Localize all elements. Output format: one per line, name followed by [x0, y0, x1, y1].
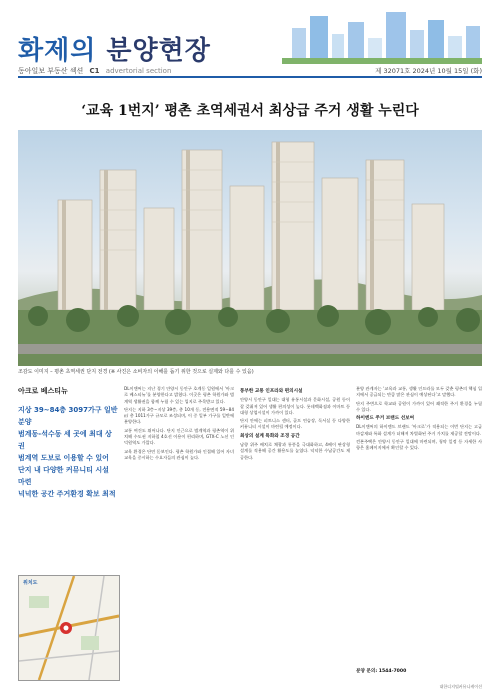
apartment-rendering-image — [18, 130, 482, 366]
city-skyline-graphic — [282, 8, 482, 64]
article-column-1 — [124, 386, 234, 463]
lede-line: 단지 내 다양한 커뮤니티 시설 마련 — [18, 466, 109, 486]
paper-name: 동아일보 부동산 섹션 — [18, 67, 84, 75]
complex-rendering-photo — [18, 130, 482, 366]
section-title-part-b: 분양현장 — [106, 36, 211, 66]
article-paragraph: 안양시 동안구 일대는 대형 유통시설과 문화시설, 공원 등이 잘 갖춰져 있어 생활 편의성이 높다. 롯데백화점과 이마트 등 대형 상업시설이 가까이 있다. — [240, 397, 350, 415]
section-title-part-a: 화제의 — [18, 36, 97, 66]
article-paragraph: DL이앤씨는 지난 경기 안양시 동안구 호계동 일원에서 ‘아크로 베스티뉴’를 분양한다고 밝혔다. 이곳은 평촌 학원가와 범계역 생활권을 함께 누릴 수 있는 입지로 주목받고 있다. — [124, 386, 234, 404]
article-paragraph: 견본주택은 안양시 동안구 일대에 마련되며, 청약 일정 등 자세한 사항은 홈페이지에서 확인할 수 있다. — [356, 439, 482, 451]
issue-date — [375, 66, 482, 75]
lede-block — [18, 386, 118, 500]
location-map — [18, 575, 120, 681]
map-title: 위치도 — [23, 580, 38, 586]
section-title — [18, 30, 211, 67]
article-paragraph: 단지 주변으로 학교와 공원이 가까이 있어 쾌적한 주거 환경을 누릴 수 있다. — [356, 400, 482, 412]
page-number: C1 — [89, 67, 100, 75]
article-paragraph: DL이앤씨의 하이엔드 브랜드 ‘아크로’가 적용되는 이번 단지는 고급 마감재와 특화 설계가 더해져 차별화된 주거 가치를 제공할 전망이다. — [356, 424, 482, 436]
article-paragraph: 교통 여건도 뛰어나다. 단지 인근으로 범계역과 평촌역이 위치해 수도권 지하철 4호선 이용이 편리하며, GTX-C 노선 인덕원역도 가깝다. — [124, 427, 234, 446]
article-paragraph: 교육 환경은 단연 돋보인다. 평촌 학원가와 인접해 있어 자녀 교육을 중시하는 수요자들의 관심이 높다. — [124, 448, 234, 460]
footer-credit: 대한디지털커뮤니케이션 — [439, 684, 482, 689]
article-paragraph: 단지는 지하 3층∼지상 39층, 총 10개 동, 전용면적 59∼84㎡ 총 1011가구 규모로 조성되며, 이 중 일부 가구를 일반에 분양한다. — [124, 406, 234, 425]
article-column-2 — [240, 386, 350, 463]
article-subheading: 풍부한 교통 인프라와 편의시설 — [240, 389, 303, 394]
lede-line: 지상 39∼84층 3097가구 일반 분양 — [18, 406, 118, 426]
map-graphic — [19, 576, 119, 680]
issue-number: 제 32071호 — [375, 67, 411, 75]
article-column-3 — [356, 386, 482, 454]
article-paragraph: 남향 위주 배치로 채광과 통풍을 극대화하고, 4베이 판상형 설계를 적용해 공간 활용도를 높였다. 넉넉한 수납공간도 제공한다. — [240, 442, 350, 460]
article-subheading: 최상의 설계 특화와 조경 공간 — [240, 433, 300, 439]
lede-line: 범계역 도보로 이용할 수 있어 — [18, 454, 109, 462]
masthead-rule — [18, 76, 482, 78]
article-paragraph: 단지 안에는 피트니스 센터, 골프 연습장, 독서실 등 다양한 커뮤니티 시설이 마련될 예정이다. — [240, 418, 350, 430]
paper-info — [18, 66, 171, 76]
article-subheading: 하이엔드 주거 브랜드 선보여 — [356, 416, 415, 422]
date-text: 2024년 10월 15일 (화) — [412, 67, 482, 75]
advertorial-label: advertorial section — [105, 67, 172, 75]
article-paragraph: 분양 관계자는 ‘교육과 교통, 생활 인프라를 모두 갖춘 평촌의 핵심 입지에서 공급되는 만큼 많은 관심이 예상된다’고 말했다. — [356, 386, 482, 398]
lede-line: 범계동-석수동 세 곳에 최대 상권 — [18, 430, 112, 450]
masthead — [0, 0, 500, 78]
lede-line: 넉넉한 공간 주거환경 확보 최적 — [18, 490, 116, 498]
photo-caption: 조감도 이미지 – 평촌 초역세권 단지 전경 (※ 사진은 소비자의 이해를 돕기 위한 것으로 실제와 다를 수 있음) — [18, 369, 254, 375]
sales-contact: 분양 문의: 1544-7000 — [356, 669, 407, 674]
headline: ‘교육 1번지’ 평촌 초역세권서 최상급 주거 생활 누린다 — [81, 103, 419, 119]
brand-name: 아크로 베스티뉴 — [18, 387, 68, 395]
